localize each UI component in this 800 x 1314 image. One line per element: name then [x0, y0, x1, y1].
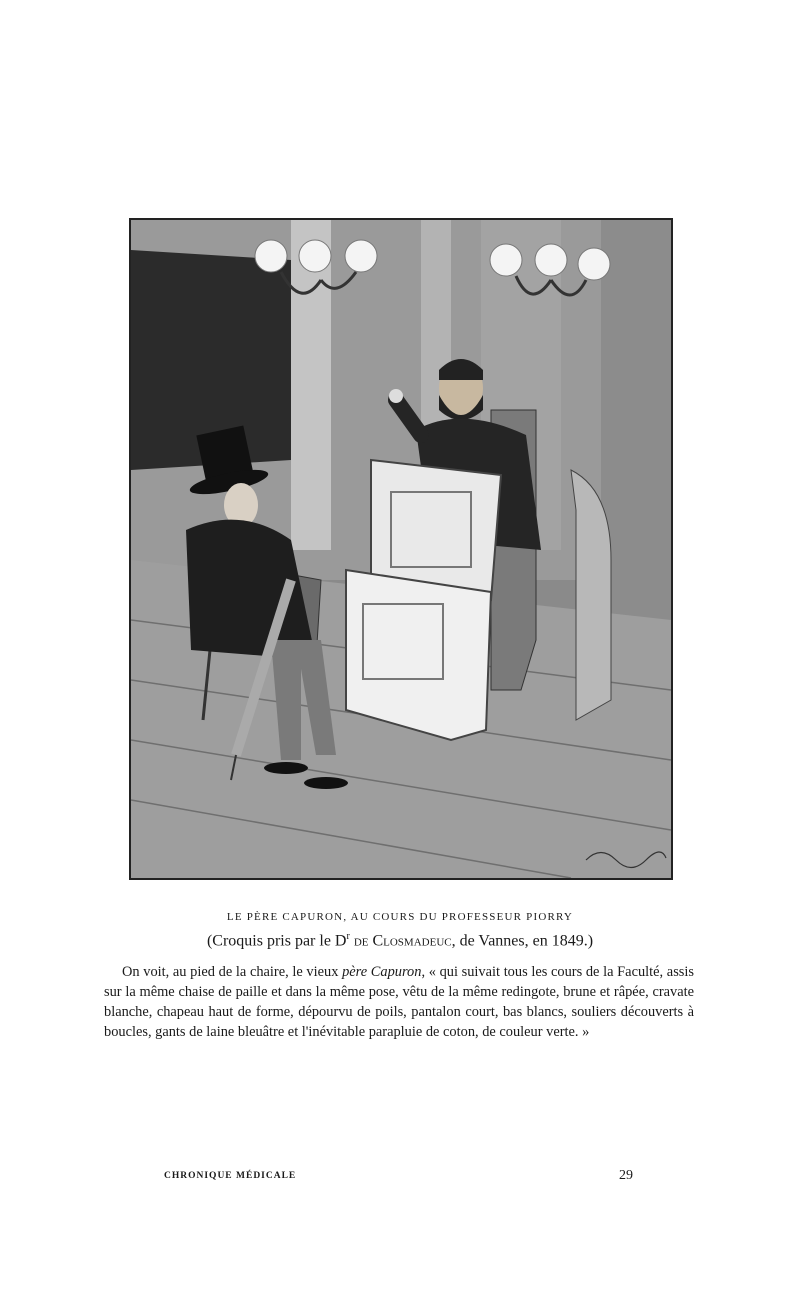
body-paragraph: On voit, au pied de la chaire, le vieux père Capuron, « qui suivait tous les cours de la Faculté, assis sur la même chaise de paille et dans la même pose, vêtu de la même redingote, brune et râpée, cravate blanche, chapeau haut de forme, dépourvu de poils, pantalon court, bas blancs, souliers découverts à boucles, gants de laine bleuâtre et l'inévitable parapluie de coton, de couleur verte. »	[104, 964, 694, 1040]
figure-caption-title: LE PÈRE CAPURON, AU COURS DU PROFESSEUR PIORRY	[226, 911, 574, 923]
sketch-illustration	[131, 220, 671, 878]
illustration-plate	[129, 218, 673, 880]
figure-caption-subtitle: (Croquis pris par le $D^r$ de Closmadeuc, de Vannes, en 1849.)	[206, 931, 594, 950]
page-number: 29	[619, 1168, 633, 1183]
journal-name: CHRONIQUE MÉDICALE	[164, 1171, 297, 1181]
